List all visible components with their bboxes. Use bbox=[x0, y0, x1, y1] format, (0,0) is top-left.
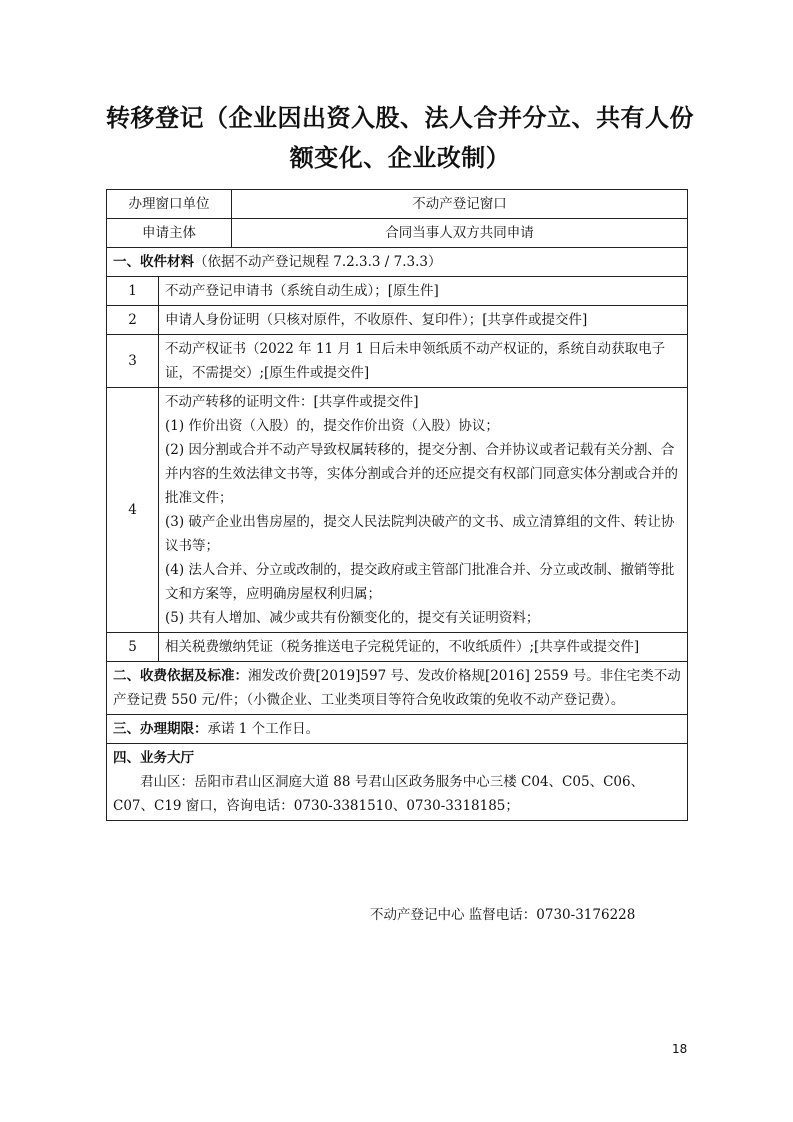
window-row bbox=[107, 190, 688, 219]
material-row bbox=[107, 633, 688, 662]
service-info-table bbox=[106, 189, 688, 821]
page-number: 18 bbox=[672, 1042, 688, 1056]
material-line: 不动产转移的证明文件：[共享件或提交件] bbox=[165, 394, 419, 410]
material-line: (2) 因分割或合并不动产导致权属转移的，提交分割、合并协议或者记载有关分割、合并内容的生效法律文书等，实体分割或合并的还应提交有权部门同意实体分割或合并的批准文件； bbox=[165, 442, 678, 506]
window-value: 不动产登记窗口 bbox=[232, 190, 688, 219]
hall-label: 四、业务大厅 bbox=[113, 750, 194, 766]
materials-heading-label: 一、收件材料 bbox=[113, 254, 194, 270]
deadline-text: 承诺 1 个工作日。 bbox=[207, 721, 320, 737]
applicant-label: 申请主体 bbox=[107, 219, 232, 248]
material-line: (1) 作价出资（入股）的，提交作价出资（入股）协议； bbox=[165, 418, 499, 434]
material-text bbox=[159, 277, 688, 306]
material-number: 4 bbox=[107, 388, 159, 633]
hall-text: 君山区：岳阳市君山区洞庭大道 88 号君山区政务服务中心三楼 C04、C05、C06、C07、C19 窗口，咨询电话：0730-3381510、0730-3318185； bbox=[113, 774, 645, 814]
deadline-row bbox=[107, 715, 688, 744]
material-number: 2 bbox=[107, 306, 159, 335]
material-number: 5 bbox=[107, 633, 159, 662]
material-row bbox=[107, 335, 688, 388]
material-line: 相关税费缴纳凭证（税务推送电子完税凭证的，不收纸质件）;[共享件或提交件] bbox=[165, 639, 640, 655]
applicant-value: 合同当事人双方共同申请 bbox=[232, 219, 688, 248]
window-label: 办理窗口单位 bbox=[107, 190, 232, 219]
material-row bbox=[107, 388, 688, 633]
fees-row bbox=[107, 662, 688, 715]
material-text bbox=[159, 633, 688, 662]
deadline-cell bbox=[107, 715, 688, 744]
materials-heading-text: （依据不动产登记规程 7.2.3.3 / 7.3.3） bbox=[194, 254, 442, 270]
page-title: 转移登记（企业因出资入股、法人合并分立、共有人份额变化、企业改制） bbox=[106, 104, 694, 172]
material-text bbox=[159, 388, 688, 633]
deadline-label: 三、办理期限： bbox=[113, 721, 208, 737]
material-line: (5) 共有人增加、减少或共有份额变化的，提交有关证明资料； bbox=[165, 610, 540, 626]
material-number: 3 bbox=[107, 335, 159, 388]
hall-cell bbox=[107, 744, 688, 821]
hall-row bbox=[107, 744, 688, 821]
material-number: 1 bbox=[107, 277, 159, 306]
footer-contact: 不动产登记中心 监督电话：0730-3176228 bbox=[370, 907, 636, 923]
material-line: 不动产登记申请书（系统自动生成）；[原生件] bbox=[165, 283, 439, 299]
material-text bbox=[159, 306, 688, 335]
material-text bbox=[159, 335, 688, 388]
materials-heading-row bbox=[107, 248, 688, 277]
applicant-row bbox=[107, 219, 688, 248]
material-line: (4) 法人合并、分立或改制的，提交政府或主管部门批准合并、分立或改制、撤销等批文和方案等，应明确房屋权利归属； bbox=[165, 562, 675, 602]
material-line: 申请人身份证明（只核对原件，不收原件、复印件）；[共享件或提交件] bbox=[165, 312, 588, 328]
materials-heading bbox=[107, 248, 688, 277]
material-row bbox=[107, 277, 688, 306]
fees-cell bbox=[107, 662, 688, 715]
material-line: (3) 破产企业出售房屋的，提交人民法院判决破产的文书、成立清算组的文件、转让协议书等； bbox=[165, 514, 675, 554]
material-row bbox=[107, 306, 688, 335]
fees-text: 湘发改价费[2019]597 号、发改价格规[2016] 2559 号。非住宅类不动产登记费 550 元/件；（小微企业、工业类项目等符合免收政策的免收不动产登记费）。 bbox=[113, 668, 681, 708]
fees-label: 二、收费依据及标准： bbox=[113, 668, 248, 684]
material-line: 不动产权证书（2022 年 11 月 1 日后未申领纸质不动产权证的，系统自动获取电子证，不需提交）;[原生件或提交件] bbox=[165, 341, 666, 381]
